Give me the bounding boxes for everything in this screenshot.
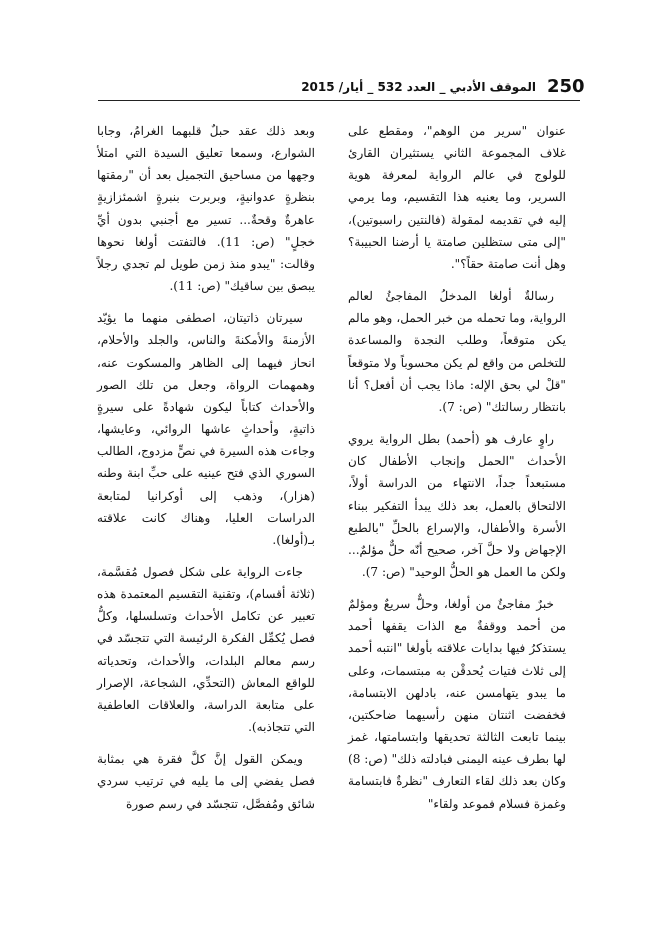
- paragraph: عنوان "سرير من الوهم"، ومقطع على غلاف المجموعة الثاني يستثيران القارئ للولوج في عالم الرواية لمعرفة هوية السرير، وما يعنيه هذا التقسيم، وما يرمي إليه في تقديمه لمقولة (فالنتين راسبوتين)، "إلى متى ستظلين صامتة يا أرضنا الحبيبة؟ وهل أنت صامتة حقاً؟".: [348, 124, 566, 271]
- paragraph: خبرٌ مفاجئٌ من أولغا، وحلٌّ سريعٌ ومؤلمٌ من أحمد ووقفةٌ مع الذات يقفها أحمد يستذكرُ فيها بدايات علاقته بأولغا "انتبه أحمد إلى ثلاث فتيات يُحدقْن به مبتسمات، وعلى ما يبدو يتهامسن عنه، بادلهن الابتسامة، فخفضت اثنتان منهن رأسيهما ضاحكتين، بينما تابعت الثالثة تحديقها وابتسامتها، غمز لها بطرف عينه اليمنى فبادلته ذلك" (ص: 8) وكان بعد ذلك لقاء التعارف "نظرةٌ فابتسامة وغمزة فسلام فموعد ولقاء": [348, 597, 566, 811]
- paragraph: راوٍ عارف هو (أحمد) بطل الرواية يروي الأحداث "الحمل وإنجاب الأطفال كان مستبعداً جداً، الانتهاء من الدراسة أولاً، الالتحاق بالعمل، بعد ذلك يبدأ التفكير ببناء الأسرة والأطفال، والإسراع بالحلِّ "بالطبع الإجهاض ولا حلَّ آخر، صحيح أنّه حلٌّ مؤلمٌ... ولكن ما العمل هو الحلُّ الوحيد" (ص: 7).: [348, 432, 566, 579]
- header-rule: [98, 100, 580, 101]
- running-header: الموقف الأدبي _ العدد 532 _ أيار/ 2015: [301, 80, 536, 94]
- paragraph: سيرتان ذاتيتان، اصطفى منهما ما يؤيّد الأزمنةَ والأمكنةَ والناس، والجلد والأحلام، انحاز فيهما إلى الظاهر والمسكوت عنه، وهمهمات الرواة، وجعل من تلك الصور والأحداث كتاباً ليكون شهادةً على سيرةٍ ذاتيةٍ، وأحداثٍ عاشها الروائي، وعايشها، وجاءت هذه السيرة في نصٍّ مزدوج، الطالب السوري الذي فتح عينيه على حبِّ ابنة وطنه (هزار)، وذهب إلى أوكرانيا لمتابعة الدراسات العليا، وهناك كانت علاقته بـ(أولغا).: [97, 311, 315, 547]
- right-column: [348, 120, 566, 825]
- paragraph: رسالةٌ أولغا المدخلُ المفاجئُ لعالم الرواية، وما تحمله من خبر الحمل، وهو مالم يكن متوقعاً، وطلب النجدة والمساعدة للتخلص من واقع لم يكن محسوباً ولا متوقعاً "قلْ لي بحق الإله: ماذا يجب أن أفعل؟ أنا بانتظار رسالتك" (ص: 7).: [348, 289, 566, 414]
- paragraph: ويمكن القول إنَّ كلَّ فقرة هي بمثابة فصل يفضي إلى ما يليه في ترتيب سردي شائق ومُفصَّل، تتجسّد في رسم صورة: [97, 752, 315, 811]
- page-number: 250: [547, 76, 585, 97]
- left-column: [97, 120, 315, 825]
- paragraph: وبعد ذلك عقد حبلٌ قلبهما الغرامُ، وجابا الشوارع، وسمعا تعليق السيدة التي امتلأ وجهها من مساحيق التجميل بعد أن "رمقتها بنظرةٍ عدوانيةٍ، وبربرت بنبرةٍ اشمئزازيةٍ عاهرةٌ وقحةٌ... تسير مع أجنبي بدون أيِّ خجلٍ" (ص: 11). فالتفتت أولغا نحوها وقالت: "يبدو منذ زمن طويل لم تجدي رجلاً يبصق بين ساقيك" (ص: 11).: [97, 124, 315, 294]
- paragraph: جاءت الرواية على شكل فصول مُقسَّمة، (ثلاثة أقسام)، وتقنية التقسيم المعتمدة هذه تعبير عن تكامل الأحداث وتسلسلها، وكلُّ فصل يُكمِّل الفكرة الرئيسة التي تتجسّد في رسم معالم البلدات، والأحداث، وتحدياته للواقع المعاش (التحدِّي، الشجاعة، الإصرار على متابعة الدراسة، والعلاقات العاطفية التي تتجاذبه).: [97, 564, 315, 735]
